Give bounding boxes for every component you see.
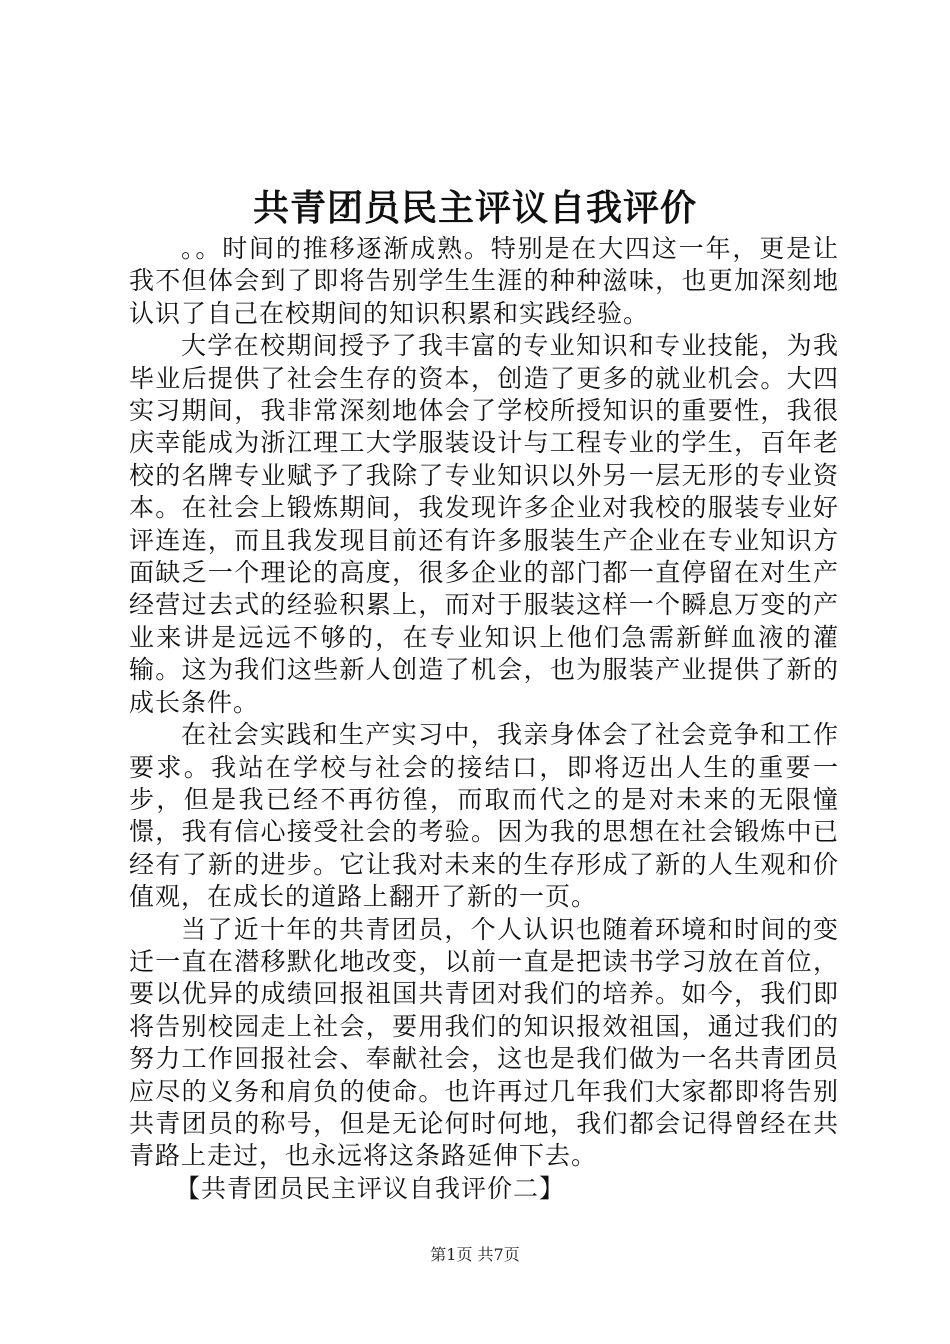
section-heading: 【共青团员民主评议自我评价二】 [175, 1173, 566, 1203]
paragraph-4: 当了近十年的共青团员，个人认识也随着环境和时间的变迁一直在潜移默化地改变，以前一直是把读书学习放在首位，要以优异的成绩回报祖国共青团对我们的培养。如今，我们即将告别校园走上社会，要用我们的知识报效祖国，通过我们的努力工作回报社会、奉献社会，这也是我们做为一名共青团员应尽的义务和肩负的使命。也许再过几年我们大家都即将告别共青团员的称号，但是无论何时何地，我们都会记得曾经在共青路上走过，也永远将这条路延伸下去。 [129, 914, 839, 1171]
paragraph-3: 在社会实践和生产实习中，我亲身体会了社会竞争和工作要求。我站在学校与社会的接结口，即将迈出人生的重要一步，但是我已经不再彷徨，而取而代之的是对未来的无限憧憬，我有信心接受社会的考验。因为我的思想在社会锻炼中已经有了新的进步。它让我对未来的生存形成了新的人生观和价值观，在成长的道路上翻开了新的一页。 [129, 720, 839, 912]
paragraph-2: 大学在校期间授予了我丰富的专业知识和专业技能，为我毕业后提供了社会生存的资本，创造了更多的就业机会。大四实习期间，我非常深刻地体会了学校所授知识的重要性，我很庆幸能成为浙江理工大学服装设计与工程专业的学生，百年老校的名牌专业赋予了我除了专业知识以外另一层无形的专业资本。在社会上锻炼期间，我发现许多企业对我校的服装专业好评连连，而且我发现目前还有许多服装生产企业在专业知识方面缺乏一个理论的高度，很多企业的部门都一直停留在对生产经营过去式的经验积累上，而对于服装这样一个瞬息万变的产业来讲是远远不够的，在专业知识上他们急需新鲜血液的灌输。这为我们这些新人创造了机会，也为服装产业提供了新的成长条件。 [129, 331, 839, 717]
document-title: 共青团员民主评议自我评价 [252, 188, 697, 229]
page-footer: 第1页 共7页 [430, 1245, 520, 1264]
document-body [129, 233, 839, 1205]
paragraph-1: 。。时间的推移逐渐成熟。特别是在大四这一年，更是让我不但体会到了即将告别学生生涯的种种滋味，也更加深刻地认识了自己在校期间的知识积累和实践经验。 [129, 234, 839, 328]
